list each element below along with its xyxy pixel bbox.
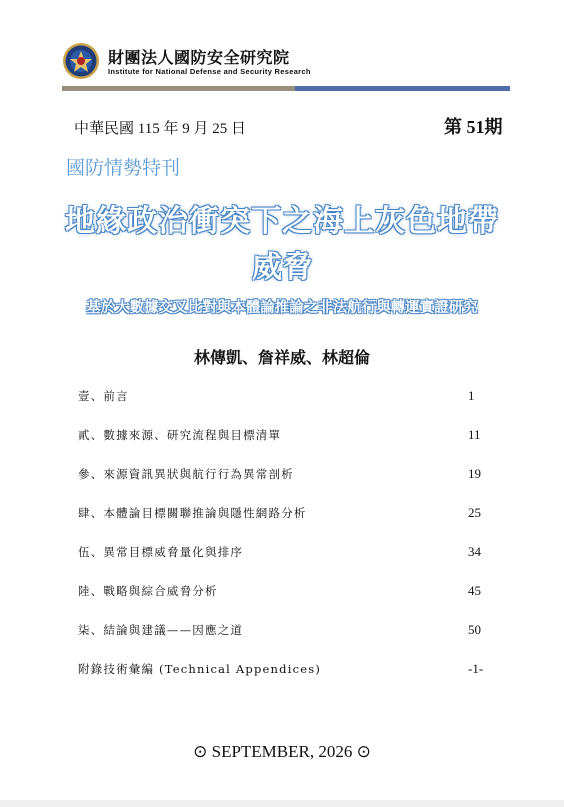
toc-item[interactable] [78, 466, 508, 486]
toc-item-label: 貳、數據來源、研究流程與目標清單 [78, 428, 282, 442]
toc-item-page: 45 [468, 583, 481, 598]
page-bottom-edge [0, 800, 564, 807]
org-name-en: Institute for National Defense and Security Research [108, 67, 311, 76]
toc-item-label: 壹、前言 [78, 389, 129, 403]
header-rule [62, 86, 510, 91]
toc-item-page: 19 [468, 466, 481, 481]
toc-item-page: 11 [468, 427, 481, 442]
toc-item-page: -1- [468, 661, 484, 676]
toc-item[interactable] [78, 583, 508, 603]
toc-item[interactable] [78, 388, 508, 408]
toc-item-label: 陸、戰略與綜合威脅分析 [78, 584, 218, 598]
header [62, 42, 512, 90]
authors: 林傳凱、詹祥威、林超倫 [193, 348, 370, 367]
institute-logo [62, 42, 100, 80]
toc-item-label: 附錄技術彙編 (Technical Appendices) [78, 662, 322, 676]
toc-item-label: 柒、結論與建議——因應之道 [78, 623, 244, 637]
toc-item[interactable] [78, 544, 508, 564]
title-line-2: 威脅 [252, 250, 312, 285]
issue-number: 第 51期 [444, 117, 503, 137]
series-name: 國防情勢特刊 [66, 157, 181, 179]
title-line-1: 地緣政治衝突下之海上灰色地帶 [65, 204, 499, 239]
org-name-zh: 財團法人國防安全研究院 [108, 48, 290, 67]
toc-item-page: 1 [468, 388, 475, 403]
toc-item-label: 肆、本體論目標關聯推論與隱性網路分析 [78, 506, 307, 520]
toc-item[interactable] [78, 505, 508, 525]
toc-item-label: 伍、異常目標威脅量化與排序 [78, 545, 244, 559]
publication-month: ⊙ SEPTEMBER, 2026 ⊙ [193, 742, 371, 761]
toc-item-label: 參、來源資訊異狀與航行行為異常剖析 [78, 467, 294, 481]
toc-item-page: 50 [468, 622, 481, 637]
subtitle: 基於大數據交叉比對與本體論推論之非法航行與轉運實證研究 [86, 300, 478, 316]
toc-item[interactable] [78, 427, 508, 447]
toc-item[interactable] [78, 622, 508, 642]
publication-date: 中華民國 115 年 9 月 25 日 [74, 121, 246, 137]
toc-item-page: 25 [468, 505, 481, 520]
toc-item-page: 34 [468, 544, 481, 559]
toc-item[interactable] [78, 661, 508, 681]
